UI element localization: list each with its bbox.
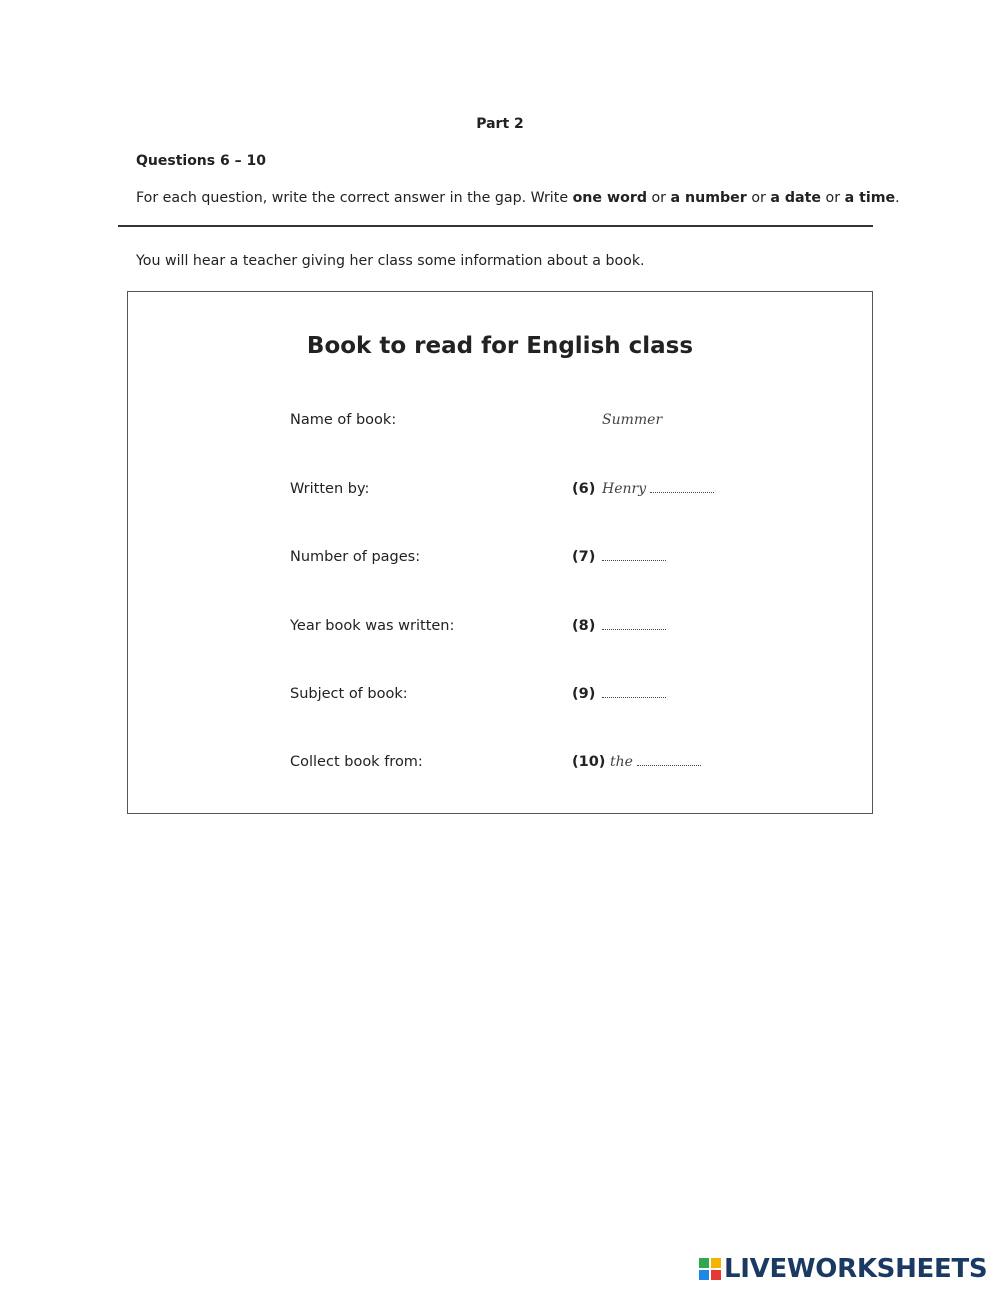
answer-blank-10[interactable] — [637, 754, 701, 766]
answer-area — [610, 754, 701, 770]
answer-area — [602, 549, 666, 565]
answer-prefix: the — [610, 754, 633, 770]
row-number-of-pages — [128, 547, 872, 571]
instructions — [136, 190, 900, 206]
instructions-or: or — [646, 190, 671, 206]
note-card — [127, 291, 873, 814]
question-number: (7) — [572, 549, 596, 565]
answer-area — [602, 618, 666, 634]
logo-block — [699, 1258, 709, 1268]
answer-blank-9[interactable] — [602, 686, 666, 698]
part-title: Part 2 — [476, 116, 524, 132]
instructions-one-word: one word — [572, 190, 647, 206]
logo-block — [711, 1258, 721, 1268]
row-label: Subject of book: — [290, 686, 408, 702]
instructions-or: or — [821, 190, 845, 206]
row-collect-book-from — [128, 752, 872, 776]
instructions-a-number: a number — [670, 190, 747, 206]
question-number: (10) — [572, 754, 606, 770]
card-title: Book to read for English class — [306, 333, 694, 359]
instructions-text: For each question, write the correct answer in the gap. Write — [136, 190, 573, 206]
row-written-by — [128, 479, 872, 503]
question-number: (6) — [572, 481, 596, 497]
answer-blank-7[interactable] — [602, 549, 666, 561]
row-label: Name of book: — [290, 412, 397, 428]
row-label: Collect book from: — [290, 754, 423, 770]
given-answer — [602, 412, 662, 428]
divider-rule — [118, 225, 873, 227]
row-label: Year book was written: — [290, 618, 455, 634]
answer-prefix: Summer — [602, 412, 663, 428]
answer-blank-6[interactable] — [650, 481, 714, 493]
row-label: Written by: — [290, 481, 370, 497]
answer-area — [602, 686, 666, 702]
row-name-of-book — [128, 410, 872, 434]
row-subject-of-book — [128, 684, 872, 708]
logo-blocks-icon — [699, 1258, 721, 1280]
logo-text: LIVEWORKSHEETS — [724, 1254, 988, 1284]
question-number: (9) — [572, 686, 596, 702]
questions-heading: Questions 6 – 10 — [136, 153, 266, 169]
instructions-or: or — [746, 190, 771, 206]
logo-block — [711, 1270, 721, 1280]
logo-block — [699, 1270, 709, 1280]
question-number: (8) — [572, 618, 596, 634]
instructions-a-date: a date — [770, 190, 822, 206]
answer-blank-8[interactable] — [602, 618, 666, 630]
row-label: Number of pages: — [290, 549, 421, 565]
instructions-period: . — [895, 190, 900, 206]
instructions-a-time: a time — [844, 190, 896, 206]
answer-prefix: Henry — [602, 481, 647, 497]
row-year-book-was-written — [128, 616, 872, 640]
intro-text: You will hear a teacher giving her class some information about a book. — [136, 253, 645, 269]
answer-area — [602, 481, 714, 497]
